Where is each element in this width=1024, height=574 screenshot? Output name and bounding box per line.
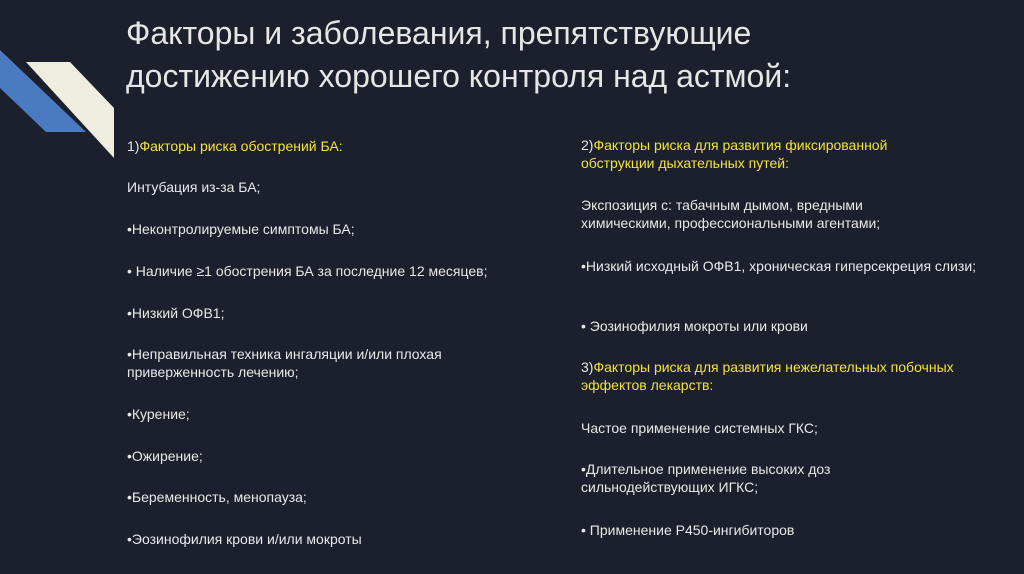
- left-item-6: •Курение;: [127, 406, 190, 422]
- left-item-2: •Неконтролируемые симптомы БА;: [127, 221, 355, 237]
- left-item-3: • Наличие ≥1 обострения БА за последние 12 месяцев;: [127, 263, 488, 279]
- left-heading: [127, 137, 343, 155]
- right-heading-2-text: Факторы риска для развития нежелательных побочных эффектов лекарств:: [581, 359, 954, 393]
- right-item-4: Частое применение системных ГКС;: [581, 420, 818, 436]
- left-heading-number: 1): [127, 138, 140, 154]
- right-item-1: Экспозиция с: табачным дымом, вредными химическими, профессиональными агентами;: [581, 197, 881, 231]
- right-item-2: •Низкий исходный ОФВ1, хроническая гиперсекреция слизи;: [581, 258, 977, 274]
- corner-decoration: [0, 0, 120, 160]
- title-line-1: Факторы и заболевания, препятствующие: [126, 15, 752, 51]
- left-item-9: •Эозинофилия крови и/или мокроты: [127, 531, 362, 547]
- left-item-7: •Ожирение;: [127, 448, 203, 464]
- left-item-5: •Неправильная техника ингаляции и/или плохая приверженность лечению;: [127, 346, 442, 380]
- right-heading-1-number: 2): [581, 137, 594, 153]
- right-item-6: • Применение P450-ингибиторов: [581, 522, 795, 538]
- left-item-4: •Низкий ОФВ1;: [127, 305, 225, 321]
- slide-title: [126, 12, 986, 98]
- left-item-8: •Беременность, менопауза;: [127, 489, 307, 505]
- right-heading-2-number: 3): [581, 359, 594, 375]
- title-line-2: достижению хорошего контроля над астмой:: [126, 58, 792, 94]
- right-heading-2: [581, 358, 961, 394]
- left-item-1: Интубация из-за БА;: [127, 179, 261, 195]
- right-heading-1-text: Факторы риска для развития фиксированной обструкции дыхательных путей:: [581, 137, 888, 171]
- right-heading-1: [581, 136, 961, 172]
- right-item-5: •Длительное применение высоких доз сильнодействующих ИГКС;: [581, 461, 831, 495]
- right-item-3: • Эозинофилия мокроты или крови: [581, 318, 808, 334]
- left-heading-text: Факторы риска обострений БА:: [139, 138, 343, 154]
